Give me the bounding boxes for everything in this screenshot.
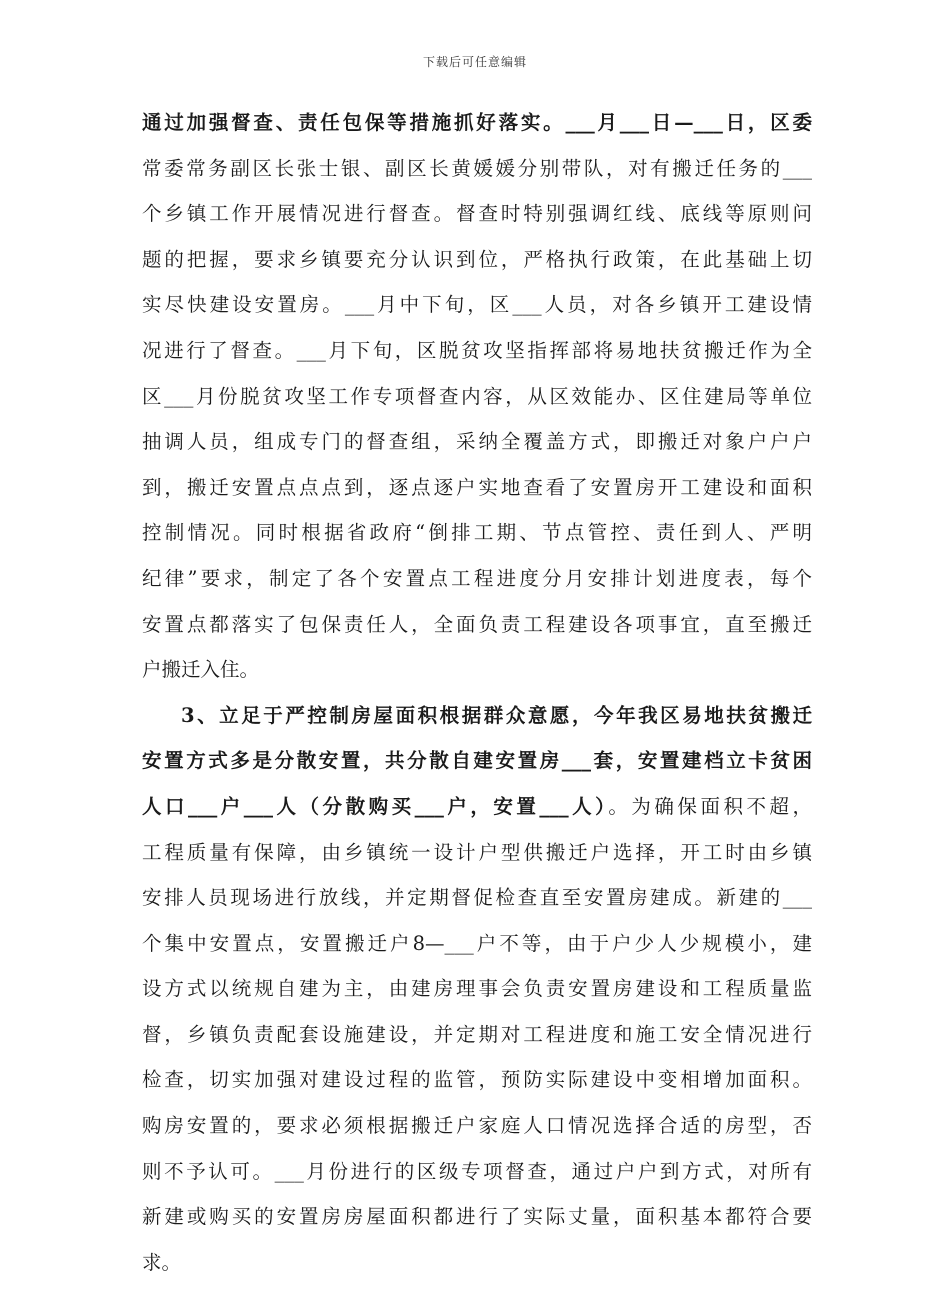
text-line: 督，乡镇负责配套设施建设，并定期对工程进度和施工安全情况进行 bbox=[142, 1022, 812, 1046]
normal-segment: 。为确保面积不超， bbox=[608, 794, 812, 818]
text-line: 实尽快建设安置房。___月中下旬，区___人员，对各乡镇开工建设情 bbox=[142, 293, 812, 317]
text-line: 区___月份脱贫攻坚工作专项督查内容，从区效能办、区住建局等单位 bbox=[142, 384, 812, 408]
text-line: 安置方式多是分散安置，共分散自建安置房___套，安置建档立卡贫困 bbox=[142, 749, 812, 773]
text-line: 工程质量有保障，由乡镇统一设计户型供搬迁户选择，开工时由乡镇 bbox=[142, 840, 812, 864]
text-line: 检查，切实加强对建设过程的监管，预防实际建设中变相增加面积。 bbox=[142, 1068, 812, 1092]
text-line: 新建或购买的安置房房屋面积都进行了实际丈量，面积基本都符合要 bbox=[142, 1205, 812, 1229]
text-line: 安排人员现场进行放线，并定期督促检查直至安置房建成。新建的___ bbox=[142, 886, 812, 910]
text-line: 购房安置的，要求必须根据搬迁户家庭人口情况选择合适的房型，否 bbox=[142, 1114, 812, 1138]
text-line: 控制情况。同时根据省政府“倒排工期、节点管控、责任到人、严明 bbox=[142, 521, 812, 545]
text-line: 通过加强督查、责任包保等措施抓好落实。___月___日—___日，区委 bbox=[142, 111, 812, 134]
text-line: 3、立足于严控制房屋面积根据群众意愿，今年我区易地扶贫搬迁 bbox=[181, 703, 812, 727]
text-line: 设方式以统规自建为主，由建房理事会负责安置房建设和工程质量监 bbox=[142, 977, 812, 1001]
text-line: 纪律”要求，制定了各个安置点工程进度分月安排计划进度表，每个 bbox=[142, 566, 812, 590]
text-line: 安置点都落实了包保责任人，全面负责工程建设各项事宜，直至搬迁 bbox=[142, 612, 812, 636]
page-header: 下载后可任意编辑 bbox=[422, 55, 527, 69]
text-line: 个乡镇工作开展情况进行督查。督查时特别强调红线、底线等原则问 bbox=[142, 202, 812, 226]
text-line: 抽调人员，组成专门的督查组，采纳全覆盖方式，即搬迁对象户户户 bbox=[142, 430, 812, 454]
document-body bbox=[142, 106, 812, 1291]
text-line: 个集中安置点，安置搬迁户8—___户不等，由于户少人少规模小，建 bbox=[142, 931, 812, 955]
text-line: 常委常务副区长张士银、副区长黄媛媛分别带队，对有搬迁任务的___ bbox=[142, 156, 812, 180]
text-line: 题的把握，要求乡镇要充分认识到位，严格执行政策，在此基础上切 bbox=[142, 247, 812, 271]
text-line bbox=[142, 790, 812, 824]
text-line: 户搬迁入住。 bbox=[142, 658, 260, 682]
text-line: 到，搬迁安置点点点到，逐点逐户实地查看了安置房开工建设和面积 bbox=[142, 475, 812, 499]
text-line: 求。 bbox=[142, 1250, 182, 1274]
bold-segment: 人口___户___人（分散购买___户，安置___人） bbox=[142, 794, 609, 818]
text-line: 况进行了督查。___月下旬，区脱贫攻坚指挥部将易地扶贫搬迁作为全 bbox=[142, 338, 812, 362]
text-line: 则不予认可。___月份进行的区级专项督查，通过户户到方式，对所有 bbox=[142, 1159, 812, 1183]
